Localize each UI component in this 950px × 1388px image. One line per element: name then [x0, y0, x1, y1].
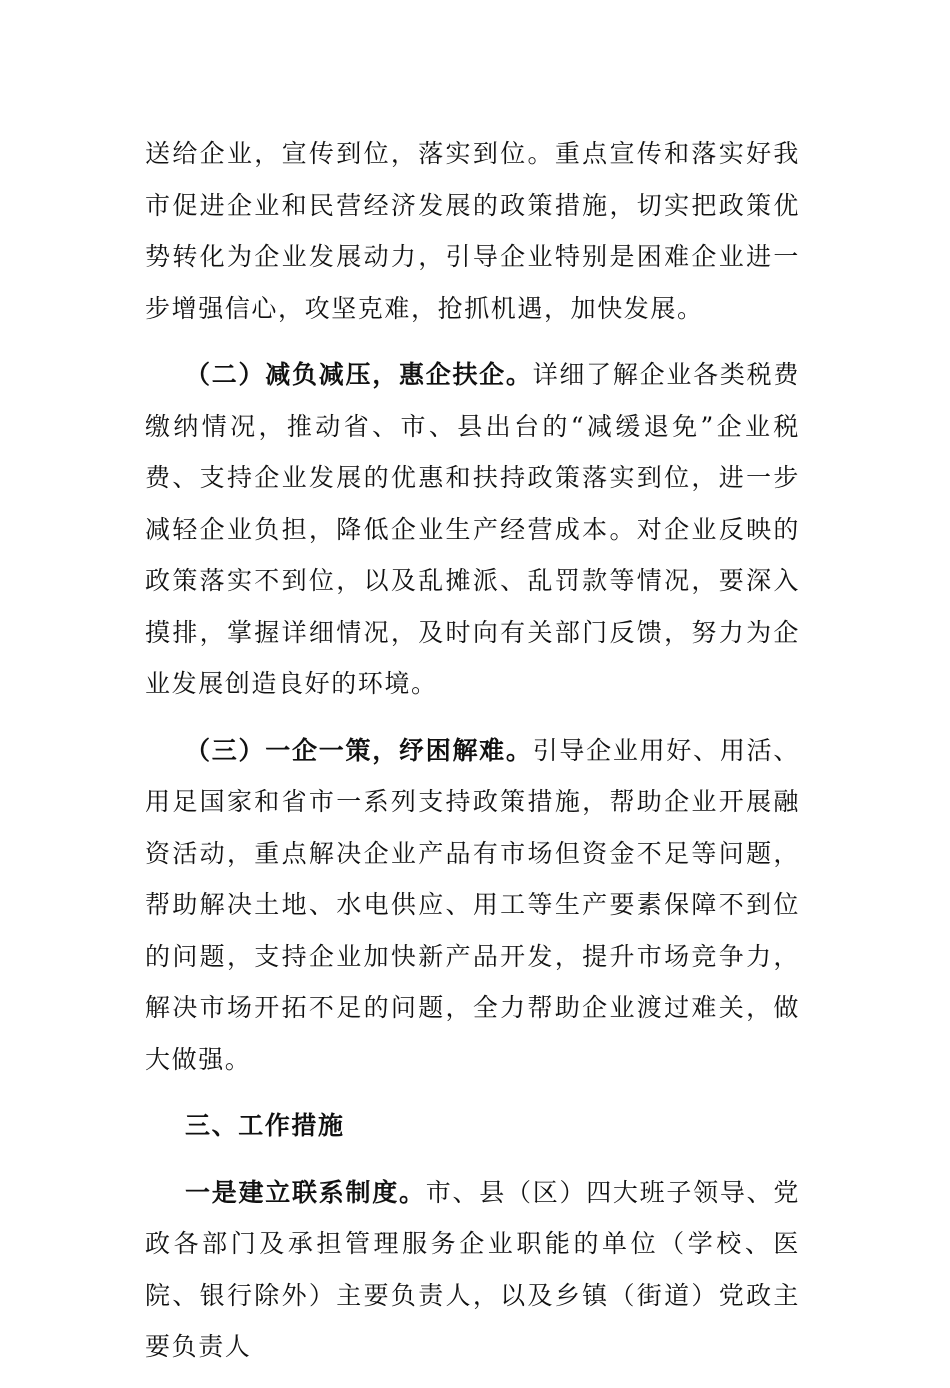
paragraph-text: 引导企业用好、用活、用足国家和省市一系列支持政策措施，帮助企业开展融资活动，重点解决企业产品有市场但资金不足等问题，帮助解决土地、水电供应、用工等生产要素保障不到位的问题，支持企业加快新产品开发，提升市场竞争力，解决市场开拓不足的问题，全力帮助企业渡过难关，做大做强。	[145, 735, 800, 1074]
paragraph-text: 详细了解企业各类税费缴纳情况，推动省、市、县出台的“减缓退免”企业税费、支持企业发展的优惠和扶持政策落实到位，进一步减轻企业负担，降低企业生产经营成本。对企业反映的政策落实不到位，以及乱摊派、乱罚款等情况，要深入摸排，掌握详细情况，及时向有关部门反馈，努力为企业发展创造良好的环境。	[145, 360, 800, 698]
paragraph-reduce-burden	[145, 349, 800, 710]
paragraph-lead: （三）一企一策，纾困解难。	[185, 735, 533, 765]
paragraph-lead: （二）减负减压，惠企扶企。	[185, 360, 533, 389]
paragraph-contact-system	[145, 1167, 800, 1373]
document-body	[145, 128, 800, 1388]
paragraph-text: 送给企业，宣传到位，落实到位。重点宣传和落实好我市促进企业和民营经济发展的政策措施，切实把政策优势转化为企业发展动力，引导企业特别是困难企业进一步增强信心，攻坚克难，抢抓机遇，加快发展。	[145, 139, 800, 323]
paragraph-one-policy	[145, 725, 800, 1086]
paragraph-lead: 一是建立联系制度。	[185, 1177, 426, 1207]
paragraph-continuation	[145, 128, 800, 334]
paragraph-text: 市、县（区）四大班子领导、党政各部门及承担管理服务企业职能的单位（学校、医院、银行除外）主要负责人，以及乡镇（街道）党政主要负责人	[145, 1177, 801, 1361]
section-heading: 三、工作措施	[185, 1111, 345, 1140]
